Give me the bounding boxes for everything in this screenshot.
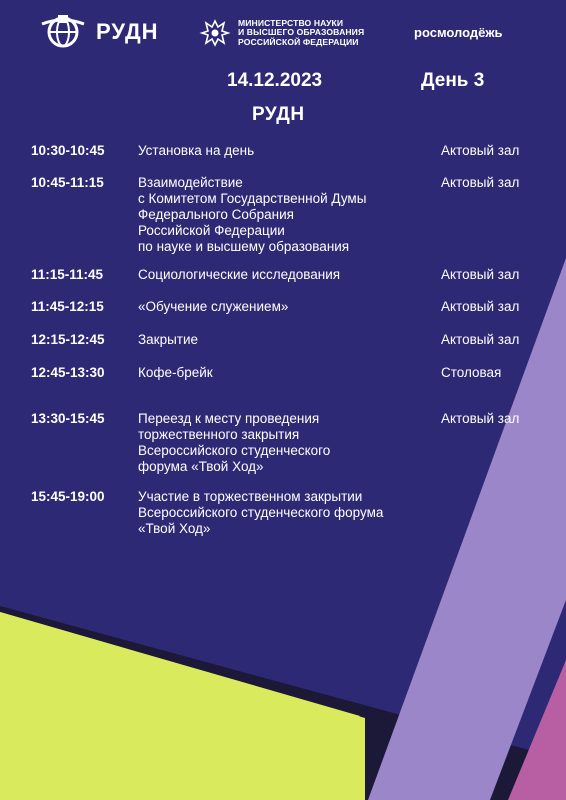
event-date: 14.12.2023 xyxy=(227,70,323,91)
day-label: День 3 xyxy=(421,70,485,91)
schedule-time: 10:45-11:15 xyxy=(31,175,104,190)
schedule-time: 13:30-15:45 xyxy=(31,411,105,426)
schedule-time: 12:15-12:45 xyxy=(31,332,105,347)
header xyxy=(0,0,566,62)
schedule-title: Участие в торжественном закрытии Всероссийского студенческого форума «Твой Ход» xyxy=(138,489,384,536)
schedule-title: Переезд к месту проведения торжественного закрытия Всероссийского студенческого форума «Твой Ход» xyxy=(138,411,331,474)
schedule-title: Социологические исследования xyxy=(138,267,341,282)
schedule-time: 11:45-12:15 xyxy=(31,299,104,314)
schedule-time: 10:30-10:45 xyxy=(31,143,105,158)
venue-title: РУДН xyxy=(252,104,305,125)
rudn-logo-text: РУДН xyxy=(96,19,159,44)
schedule-place: Актовый зал xyxy=(441,411,520,426)
schedule-title: Кофе-брейк xyxy=(138,365,213,380)
rosmolodezh-logo: росмолодёжь xyxy=(414,25,503,40)
schedule-place: Столовая xyxy=(441,365,502,380)
ministry-logo xyxy=(198,17,364,49)
rudn-logo xyxy=(38,14,159,50)
ministry-text: МИНИСТЕРСТВО НАУКИ И ВЫСШЕГО ОБРАЗОВАНИЯ РОССИЙСКОЙ ФЕДЕРАЦИИ xyxy=(238,17,365,47)
schedule-title: Установка на день xyxy=(138,143,255,158)
rudn-globe-icon xyxy=(38,14,88,50)
schedule-time: 11:15-11:45 xyxy=(31,267,104,282)
eagle-emblem-icon xyxy=(198,17,232,49)
schedule-title: «Обучение служением» xyxy=(138,299,289,314)
schedule-title: Закрытие xyxy=(138,332,199,347)
schedule-place: Актовый зал xyxy=(441,267,520,282)
schedule-place: Актовый зал xyxy=(441,143,520,158)
schedule-title: Взаимодействие с Комитетом Государственной Думы Федерального Собрания Российской Федерации по науке и высшему образования xyxy=(138,175,367,254)
schedule-time: 12:45-13:30 xyxy=(31,365,105,380)
schedule-place: Актовый зал xyxy=(441,175,520,190)
schedule-time: 15:45-19:00 xyxy=(31,489,105,504)
schedule-place: Актовый зал xyxy=(441,332,520,347)
schedule-place: Актовый зал xyxy=(441,299,520,314)
